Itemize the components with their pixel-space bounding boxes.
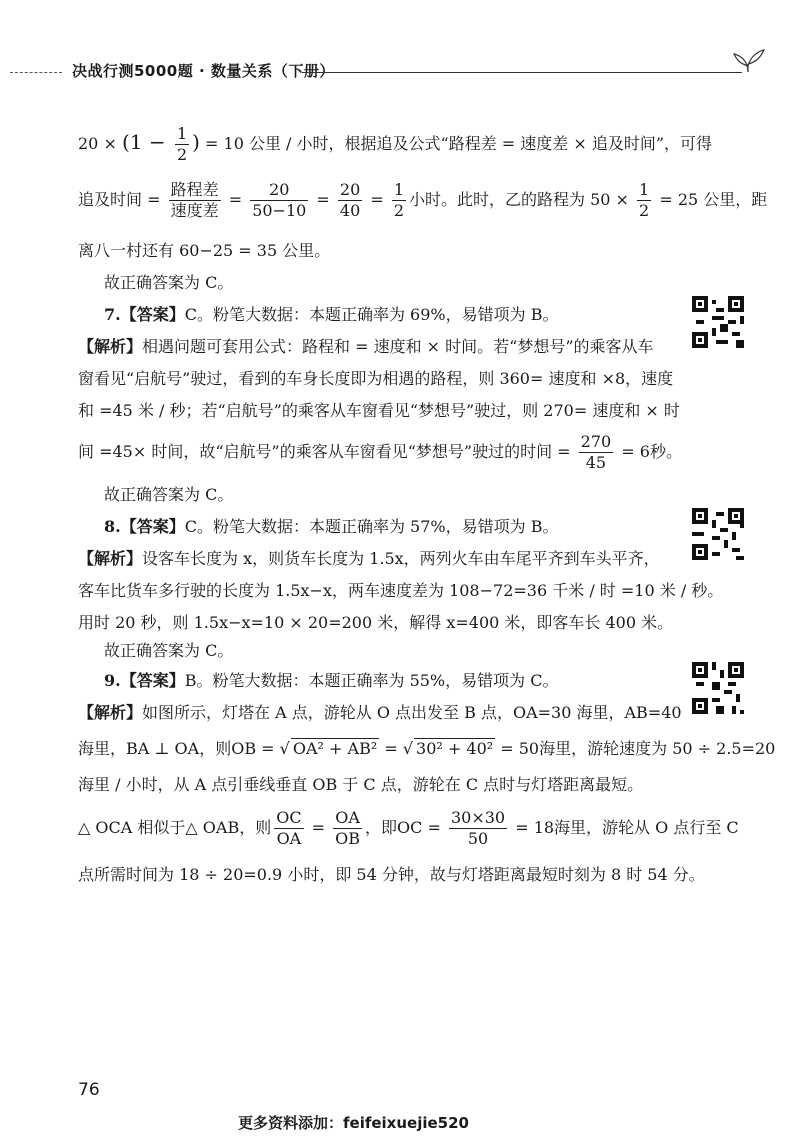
fraction: $\frac{1}{2}$	[176, 124, 188, 164]
q6-line-1: 20 × (1 − $\frac{1}{2}$ ) = 10 公里 / 小时，根据追及公式“路程差 = 速度差 × 追及时间”，可得	[78, 124, 713, 164]
leaf-ornament-icon	[728, 44, 768, 74]
q7-conclusion: 故正确答案为 C。	[104, 485, 234, 504]
q6-conclusion: 故正确答案为 C。	[104, 273, 234, 292]
q8-conclusion: 故正确答案为 C。	[104, 641, 234, 660]
q7-answer: 7.【答案】C。粉笔大数据：本题正确率为 69%，易错项为 B。	[104, 305, 559, 324]
q9-analysis-5: 点所需时间为 18 ÷ 20=0.9 小时，即 54 分钟，故与灯塔距离最短时刻为 8 时 54 分。	[78, 865, 705, 884]
q9-answer: 9.【答案】B。粉笔大数据：本题正确率为 55%，易错项为 C。	[104, 671, 559, 690]
q8-analysis-2: 客车比货车多行驶的长度为 1.5x−x，两车速度差为 108−72=36 千米 / 时 =10 米 / 秒。	[78, 581, 724, 600]
footer-promo: 更多资料添加：feifeixuejie520	[238, 1114, 469, 1132]
q8-analysis-1: 【解析】设客车长度为 x，则货车长度为 1.5x，两列火车由车尾平齐到车头平齐，	[78, 549, 660, 568]
q8-analysis-3: 用时 20 秒，则 1.5x−x=10 × 20=200 米，解得 x=400 米，即客车长 400 米。	[78, 613, 674, 632]
header-rule	[302, 72, 742, 73]
qr-code-icon[interactable]	[692, 508, 744, 560]
qr-code-icon[interactable]	[692, 296, 744, 348]
q6-line-3: 离八一村还有 60−25 = 35 公里。	[78, 241, 331, 260]
q6-line-2: 追及时间 = $\frac{\text{路程差}}{\text{速度差}}$ = $\frac{20}{50-10}$ = $\frac{20}{40}$ = $\frac{1}{2}$ 小时。此时，乙的路程为 50 × $\frac{1}{2}$ = 25 公里，距	[78, 180, 768, 220]
q9-analysis-3: 海里 / 小时，从 A 点引垂线垂直 OB 于 C 点，游轮在 C 点时与灯塔距离最短。	[78, 775, 644, 794]
qr-code-icon[interactable]	[692, 662, 744, 714]
q9-analysis-1: 【解析】如图所示，灯塔在 A 点，游轮从 O 点出发至 B 点，OA=30 海里，AB=40	[78, 703, 682, 722]
q9-analysis-2: 海里，BA ⊥ OA，则OB = √ OA² + AB² = √ 30² + 40² = 50海里，游轮速度为 50 ÷ 2.5=20	[78, 739, 776, 758]
q7-analysis-1: 【解析】相遇问题可套用公式：路程和 = 速度和 × 时间。若“梦想号”的乘客从车	[78, 337, 654, 356]
running-header	[0, 58, 800, 88]
header-dashed-rule	[10, 72, 62, 73]
q7-analysis-2: 窗看见“启航号”驶过，看到的车身长度即为相遇的路程，则 360= 速度和 ×8，速度	[78, 369, 674, 388]
q7-analysis-3: 和 =45 米 / 秒；若“启航号”的乘客从车窗看见“梦想号”驶过，则 270= 速度和 × 时	[78, 401, 680, 420]
q8-answer: 8.【答案】C。粉笔大数据：本题正确率为 57%，易错项为 B。	[104, 517, 559, 536]
page-number: 76	[78, 1080, 100, 1100]
q9-analysis-4: △ OCA 相似于△ OAB，则 $\frac{OC}{OA}$ = $\frac{OA}{OB}$ ，即OC = $\frac{30\times 30}{50}$ = 18海里，游轮从 O 点行至 C	[78, 808, 739, 848]
book-title: 决战行测5000题 · 数量关系（下册）	[72, 62, 335, 80]
q7-analysis-4: 间 =45× 时间，故“启航号”的乘客从车窗看见“梦想号”驶过的时间 = $\frac{270}{45}$ = 6秒。	[78, 432, 682, 472]
